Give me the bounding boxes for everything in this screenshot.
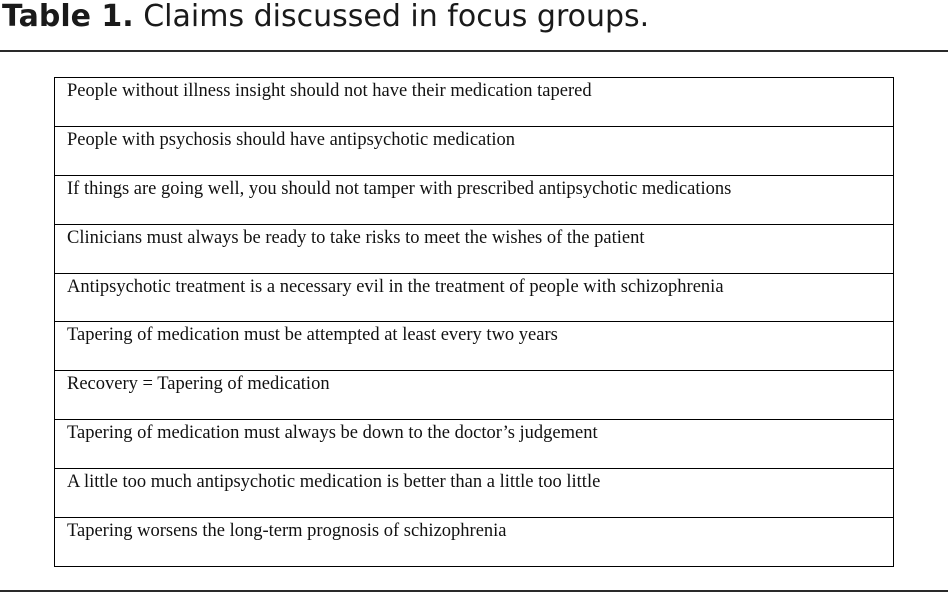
table-label: Table 1. bbox=[2, 0, 134, 34]
table-row bbox=[55, 126, 894, 175]
top-rule bbox=[0, 50, 948, 52]
claim-cell: If things are going well, you should not tamper with prescribed antipsychotic medications bbox=[55, 175, 894, 224]
claim-cell: Tapering of medication must always be down to the doctor’s judgement bbox=[55, 420, 894, 469]
table-title: Claims discussed in focus groups. bbox=[143, 0, 650, 34]
table-caption bbox=[2, 0, 649, 36]
table-row bbox=[55, 175, 894, 224]
claim-cell: Tapering worsens the long-term prognosis of schizophrenia bbox=[55, 518, 894, 567]
table-row bbox=[55, 420, 894, 469]
claim-cell: Recovery = Tapering of medication bbox=[55, 371, 894, 420]
table-row bbox=[55, 322, 894, 371]
claim-cell: Antipsychotic treatment is a necessary evil in the treatment of people with schizophrenia bbox=[55, 273, 894, 322]
claim-cell: A little too much antipsychotic medication is better than a little too little bbox=[55, 469, 894, 518]
table-row bbox=[55, 273, 894, 322]
claim-cell: People with psychosis should have antipsychotic medication bbox=[55, 126, 894, 175]
bottom-rule bbox=[0, 590, 948, 592]
claim-cell: Tapering of medication must be attempted at least every two years bbox=[55, 322, 894, 371]
table-row bbox=[55, 371, 894, 420]
table-row bbox=[55, 469, 894, 518]
claim-cell: Clinicians must always be ready to take risks to meet the wishes of the patient bbox=[55, 224, 894, 273]
table-row bbox=[55, 518, 894, 567]
table-row bbox=[55, 224, 894, 273]
claims-table bbox=[54, 77, 894, 567]
claim-cell: People without illness insight should not have their medication tapered bbox=[55, 78, 894, 127]
table-row bbox=[55, 78, 894, 127]
